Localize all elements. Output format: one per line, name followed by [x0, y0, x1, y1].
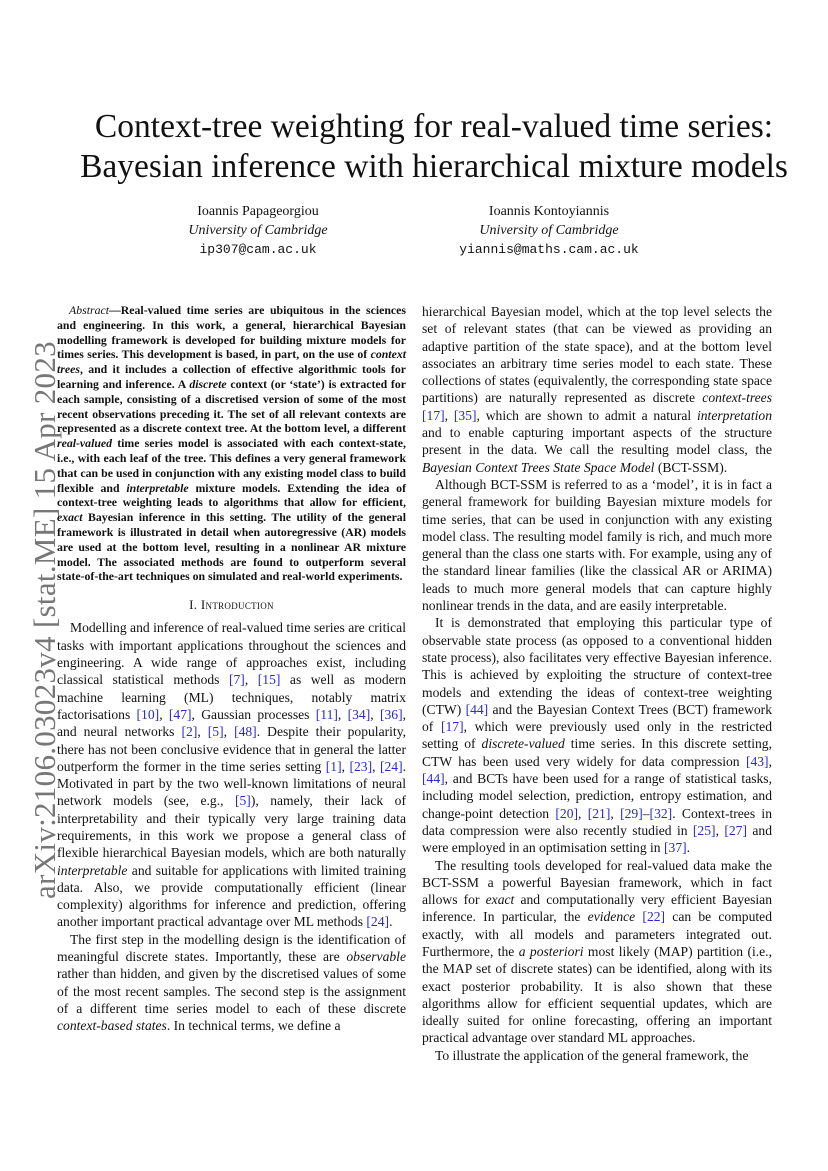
- citation-link[interactable]: [5]: [234, 793, 251, 809]
- arxiv-identifier: arXiv:2106.03023v4 [stat.ME] 15 Apr 2023: [27, 341, 62, 899]
- citation-link[interactable]: [44]: [422, 771, 445, 787]
- section-heading-introduction: I. Introduction: [189, 597, 274, 613]
- intro-paragraph-4: Although BCT-SSM is referred to as a ‘model’, it is in fact a general framework for building Bayesian mixture models for time series, that can be used in conjunction with any existing model class. The resulting model family is rich, and much more general than the class one starts with. For example, using any of the standard linear families (like the classical AR or ARIMA) leads to much more general models that can capture highly nonlinear trends in the data, and are easily interpretable.: [422, 476, 772, 614]
- author-block-2: [419, 202, 679, 259]
- title-line-1: Context-tree weighting for real-valued time series:: [94, 108, 774, 145]
- citation-link[interactable]: [17]: [422, 407, 445, 423]
- citation-link[interactable]: [27]: [724, 822, 747, 838]
- abstract-lead: Abstract: [69, 303, 109, 317]
- author-affiliation: University of Cambridge: [479, 223, 619, 238]
- citation-link[interactable]: [7]: [228, 672, 245, 688]
- citation-link[interactable]: [48]: [234, 724, 257, 740]
- author-affiliation: University of Cambridge: [188, 223, 328, 238]
- author-email: ip307@cam.ac.uk: [199, 242, 317, 257]
- citation-link[interactable]: [17]: [440, 719, 464, 735]
- citation-link[interactable]: [22]: [642, 909, 666, 925]
- citation-link[interactable]: [23]: [349, 758, 373, 774]
- citation-link[interactable]: [36]: [379, 706, 403, 722]
- citation-link[interactable]: [25]: [692, 822, 716, 838]
- citation-link[interactable]: [10]: [136, 706, 160, 722]
- citation-link[interactable]: [44]: [465, 701, 489, 717]
- intro-paragraph-7: To illustrate the application of the general framework, the: [435, 1047, 749, 1063]
- intro-paragraph-6: The resulting tools developed for real-valued data make the BCT-SSM a powerful Bayesian framework, which in fact allows for exact and computationally very efficient Bayesian inference. In particular, the evidence [22] can be computed exactly, with all models and parameters integrated out. Furthermore, the a posteriori most likely (MAP) partition (i.e., the MAP set of discrete states) can be identified, along with its exact posterior probability. It is also shown that these algorithms allow for efficient sequential updates, which are ideally suited for online forecasting, offering an important practical advantage over standard ML approaches.: [422, 857, 772, 1046]
- citation-link[interactable]: [21]: [587, 805, 611, 821]
- author-name: Ioannis Papageorgiou: [197, 204, 319, 219]
- citation-link[interactable]: [20]: [555, 805, 579, 821]
- citation-link[interactable]: [32]: [649, 805, 673, 821]
- citation-link[interactable]: [5]: [207, 724, 224, 740]
- citation-link[interactable]: [47]: [168, 706, 192, 722]
- author-block-1: [128, 202, 388, 259]
- citation-link[interactable]: [24]: [366, 914, 390, 930]
- right-column: [422, 303, 772, 1064]
- paper-title: [40, 107, 828, 187]
- citation-link[interactable]: [11]: [315, 706, 338, 722]
- citation-link[interactable]: [15]: [257, 672, 281, 688]
- intro-paragraph-1: Modelling and inference of real-valued time series are critical tasks with important applications throughout the sciences and engineering. A wide range of approaches exist, including classical statistical methods [7], [15] as well as modern machine learning (ML) techniques, notably matrix factorisations [10], [47], Gaussian processes [11], [34], [36], and neural networks [2], [5], [48]. Despite their popularity, there has not been conclusive evidence that in general the latter outperform the former in the time series setting [1], [23], [24]. Motivated in part by the two well-known limitations of neural network models (see, e.g., [5]), namely, their lack of interpretability and their typically very large training data requirements, in this work we propose a general class of flexible hierarchical Bayesian models, which are both naturally interpretable and suitable for applications with limited training data. Also, we provide computationally efficient (linear complexity) algorithms for inference and prediction, offering another important practical advantage over ML methods [24].: [57, 620, 407, 930]
- citation-link[interactable]: [43]: [745, 753, 769, 769]
- left-column: [57, 303, 406, 1035]
- author-email: yiannis@maths.cam.ac.uk: [459, 242, 639, 257]
- citation-link[interactable]: [34]: [347, 706, 371, 722]
- citation-link[interactable]: [37]: [664, 840, 687, 856]
- title-line-2: Bayesian inference with hierarchical mixture models: [80, 148, 788, 185]
- author-name: Ioannis Kontoyiannis: [488, 204, 610, 219]
- citation-link[interactable]: [29]: [620, 805, 643, 821]
- intro-paragraph-5: It is demonstrated that employing this particular type of observable state process (as opposed to a conventional hidden state process), also facilitates very effective Bayesian inference. This is achieved by exploiting the structure of context-tree models and extending the ideas of context-tree weighting (CTW) [44] and the Bayesian Context Trees (BCT) framework of [17], which were previously used only in the restricted setting of discrete-valued time series. In this discrete setting, CTW has been used very widely for data compression [43], [44], and BCTs have been used for a range of statistical tasks, including model selection, prediction, entropy estimation, and change-point detection [20], [21], [29]–[32]. Context-trees in data compression were also recently studied in [25], [27] and were employed in an optimisation setting in [37].: [422, 615, 773, 856]
- citation-link[interactable]: [24]: [379, 758, 403, 774]
- intro-paragraph-2: The first step in the modelling design is the identification of meaningful discrete states. Importantly, these are observable rather than hidden, and given by the discretised values of some of the most recent samples. The second step is the assignment of a different time series model to each of these discrete context-based states. In technical terms, we define a: [57, 931, 406, 1034]
- abstract: Abstract—Real-valued time series are ubiquitous in the sciences and engineering. In this work, a general, hierarchical Bayesian modelling framework is developed for building mixture models for times series. This development is based, in part, on the use of context trees, and it includes a collection of effective algorithmic tools for learning and inference. A discrete context (or ‘state’) is extracted for each sample, consisting of a discretised version of some of the most recent observations preceding it. The set of all relevant contexts are represented as a discrete context tree. At the bottom level, a different real-valued time series model is associated with each context-state, i.e., with each leaf of the tree. This defines a very general framework that can be used in conjunction with any existing model class to build flexible and interpretable mixture models. Extending the idea of context-tree weighting leads to algorithms that allow for efficient, exact Bayesian inference in this setting. The utility of the general framework is illustrated in detail when autoregressive (AR) models are used at the bottom level, resulting in a nonlinear AR mixture model. The associated methods are found to outperform several state-of-the-art techniques on simulated and real-world experiments.: [57, 303, 406, 584]
- citation-link[interactable]: [2]: [181, 724, 198, 740]
- intro-paragraph-3: hierarchical Bayesian model, which at the top level selects the set of relevant states (that can be viewed as providing an adaptive partition of the state space), and at the bottom level associates an arbitrary time series model to each state. These collections of states (equivalently, the corresponding state space partitions) are naturally represented as discrete context-trees [17], [35], which are shown to admit a natural interpretation and to enable capturing important aspects of the structure present in the data. We call the resulting model class, the Bayesian Context Trees State Space Model (BCT-SSM).: [422, 304, 772, 475]
- citation-link[interactable]: [1]: [325, 758, 342, 774]
- citation-link[interactable]: [35]: [453, 407, 477, 423]
